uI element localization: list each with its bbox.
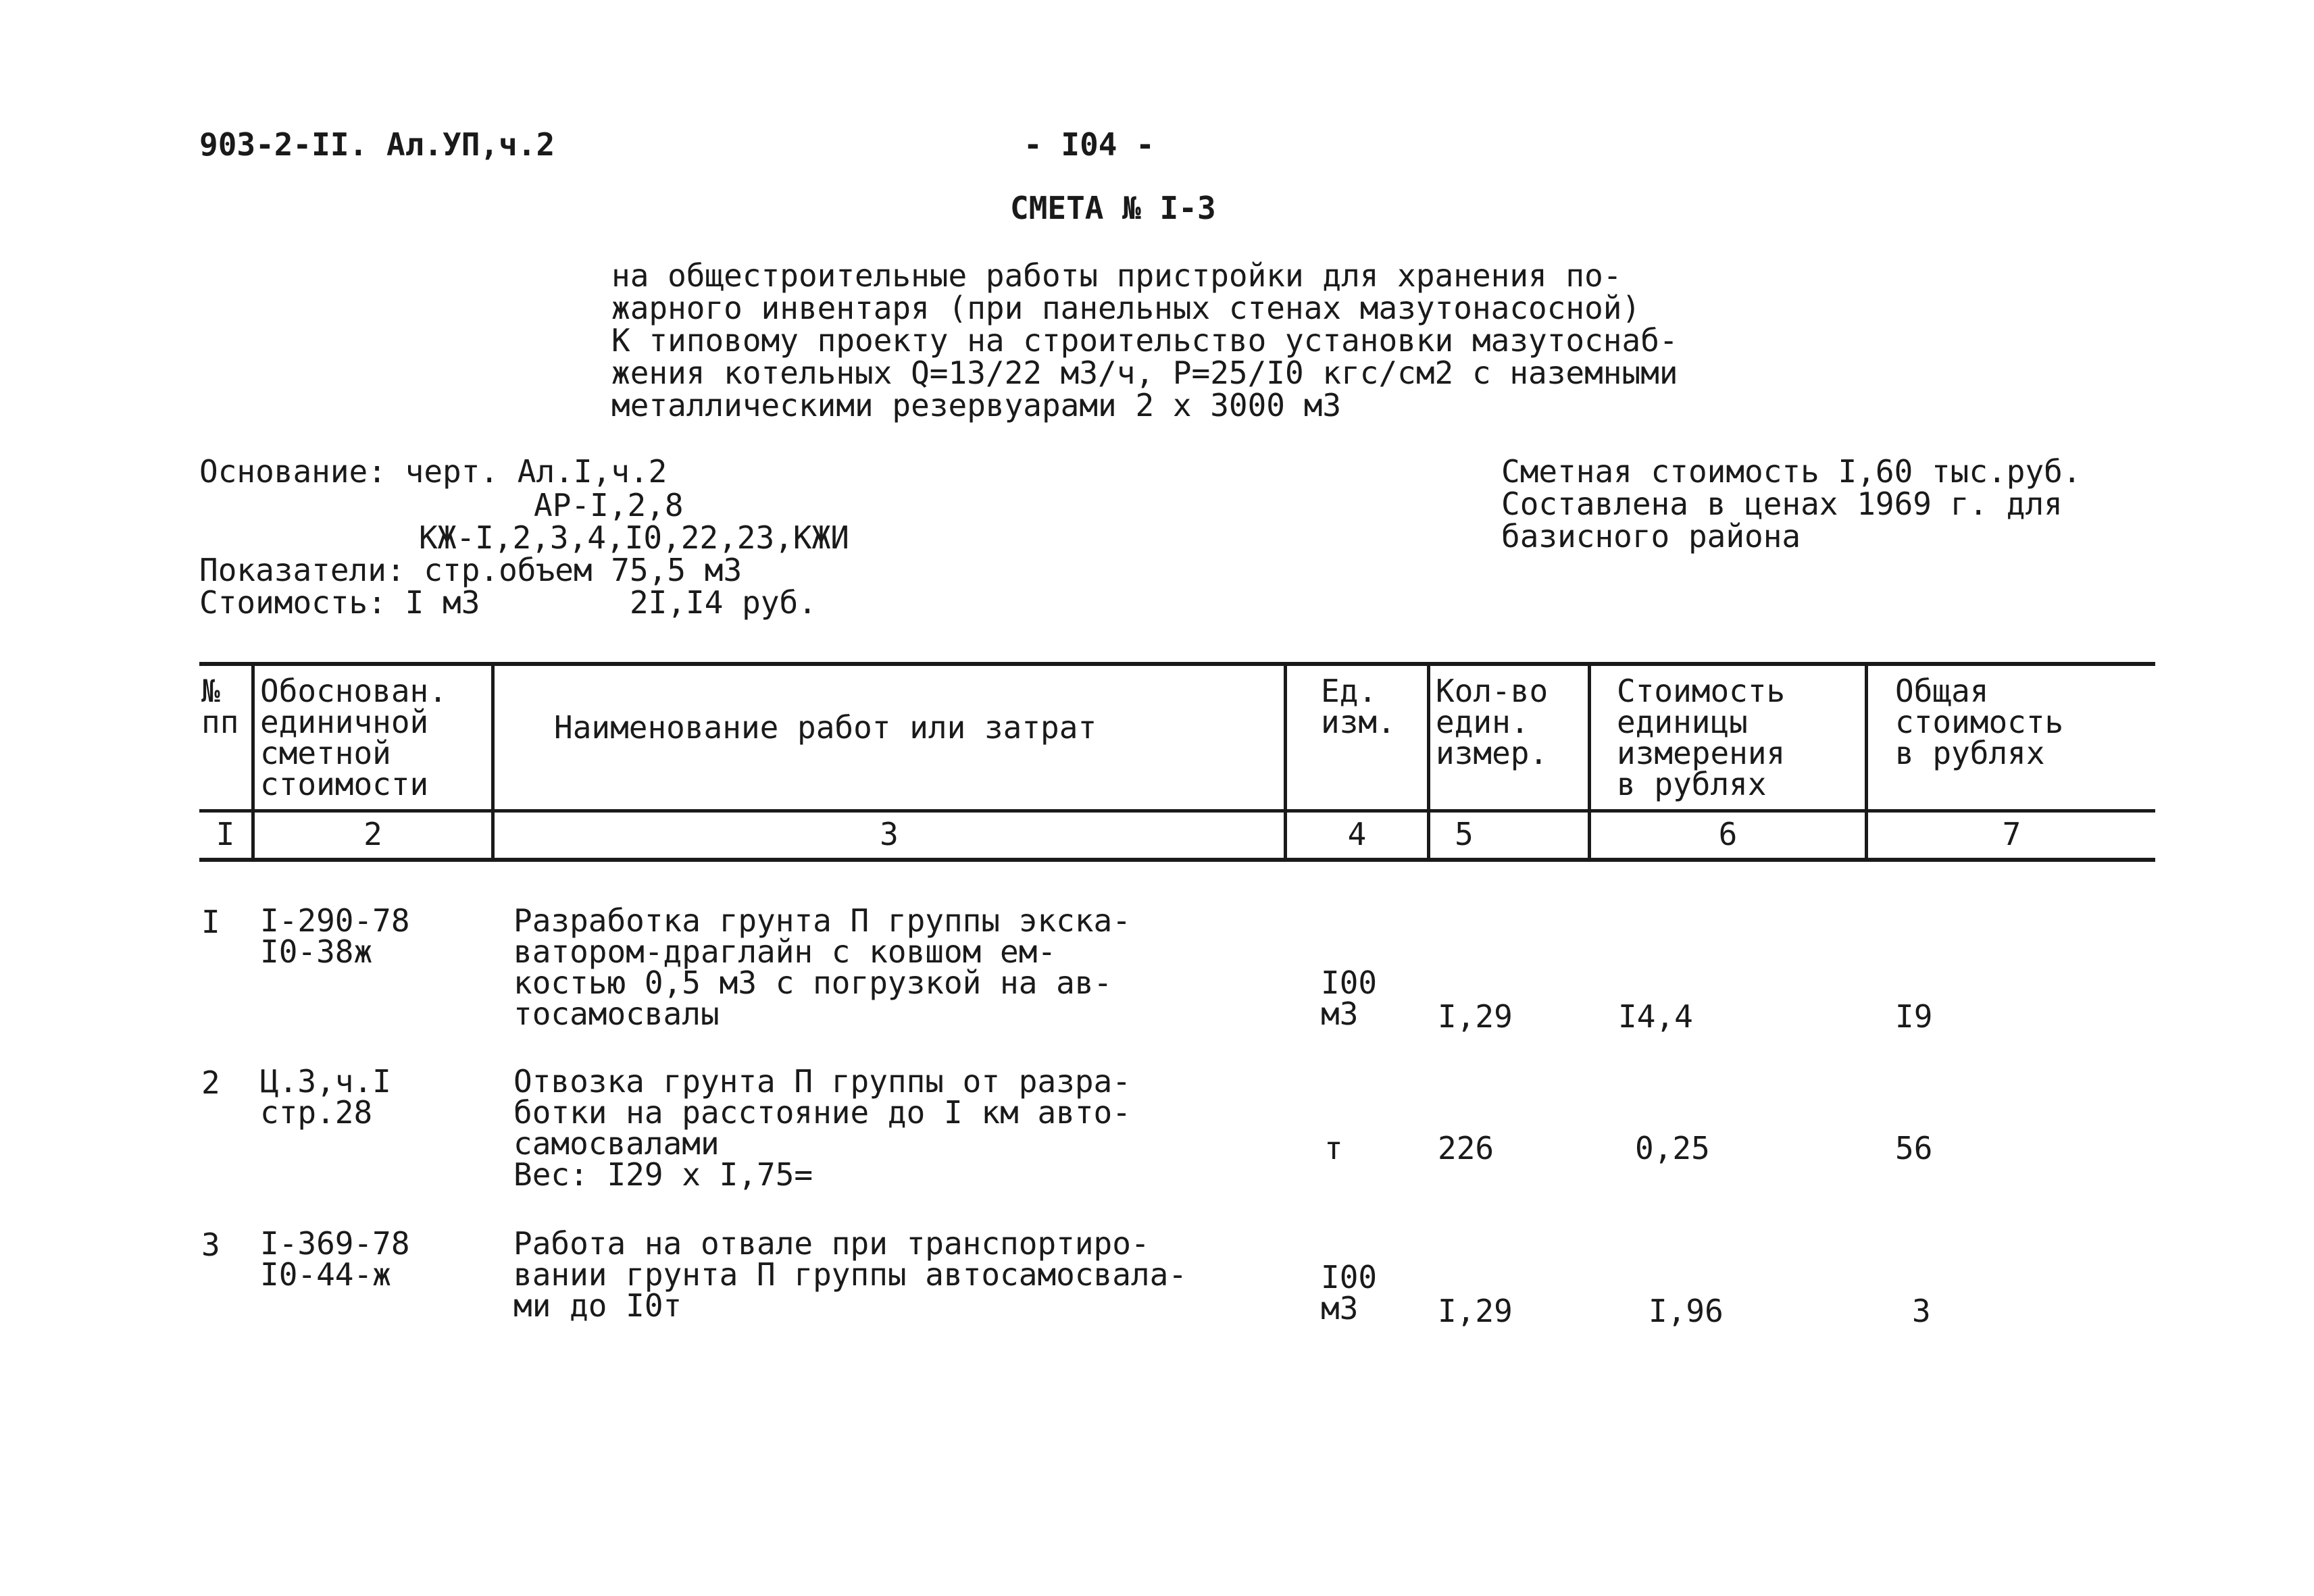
cost-summary-line: базисного района — [1501, 518, 1801, 555]
basis-line: АР-I,2,8 — [534, 487, 684, 523]
header-name: Наименование работ или затрат — [554, 709, 1097, 746]
page-number: - I04 - — [1024, 126, 1155, 163]
cost-summary-line: Сметная стоимость I,60 тыс.руб. — [1501, 453, 2082, 490]
row-number: 2 — [201, 1064, 220, 1101]
header-number: № пп — [201, 673, 239, 740]
column-number: 4 — [1347, 816, 1367, 852]
row-basis: Ц.3,ч.I стр.28 — [260, 1063, 391, 1131]
document-code: 903-2-II. Ал.УП,ч.2 — [199, 126, 555, 163]
row-unit-cost: I4,4 — [1618, 998, 1693, 1035]
subtitle-line: К типовому проекту на строительство установки мазутоснаб- — [611, 322, 1678, 359]
row-unit: I00 м3 — [1321, 964, 1378, 1032]
header-unit-cost: Стоимость единицы измерения в рублях — [1617, 673, 1786, 802]
row-unit: I00 м3 — [1321, 1259, 1378, 1327]
row-basis: I-290-78 I0-38ж — [260, 902, 410, 970]
subtitle-line: жарного инвентаря (при панельных стенах мазутонасосной) — [611, 290, 1641, 326]
subtitle-line: на общестроительные работы пристройки для хранения по- — [611, 257, 1622, 294]
indicators-line: Показатели: стр.объем 75,5 м3 — [199, 552, 743, 588]
row-total-cost: 56 — [1895, 1130, 1933, 1166]
row-work-name: Отвозка грунта П группы от разра- ботки на расстояние до I км авто- самосвалами Вес: I29 х I,75= — [513, 1063, 1131, 1193]
header-unit: Ед. изм. — [1321, 673, 1396, 740]
column-number: 5 — [1455, 816, 1474, 852]
row-number: 3 — [201, 1227, 220, 1263]
row-work-name: Работа на отвале при транспортиро- вании грунта П группы автосамосвала- ми до I0т — [513, 1225, 1187, 1324]
column-number: 3 — [880, 816, 899, 852]
row-total-cost: I9 — [1895, 998, 1933, 1035]
row-quantity: 226 — [1438, 1130, 1494, 1166]
row-work-name: Разработка грунта П группы экска- ватором-драглайн с ковшом ем- костью 0,5 м3 с погрузкой на ав- тосамосвалы — [513, 902, 1131, 1032]
subtitle-line: жения котельных Q=13/22 м3/ч, Р=25/I0 кгс/см2 с наземными — [611, 355, 1678, 391]
row-unit: т — [1324, 1130, 1343, 1166]
header-total-cost: Общая стоимость в рублях — [1895, 673, 2064, 771]
header-quantity: Кол-во един. измер. — [1436, 673, 1549, 771]
basis-line: Основание: черт. Ал.I,ч.2 — [199, 453, 668, 490]
subtitle-line: металлическими резервуарами 2 х 3000 м3 — [611, 387, 1342, 423]
row-total-cost: 3 — [1912, 1293, 1931, 1329]
column-number: I — [216, 816, 235, 852]
cost-summary-line: Составлена в ценах 1969 г. для — [1501, 486, 2063, 522]
row-quantity: I,29 — [1438, 998, 1513, 1035]
row-number: I — [201, 904, 220, 940]
header-basis: Обоснован. единичной сметной стоимости — [260, 673, 447, 802]
cost-per-unit-line: Стоимость: I м3 2I,I4 руб. — [199, 584, 817, 621]
row-unit-cost: 0,25 — [1635, 1130, 1710, 1166]
basis-line: КЖ-I,2,3,4,I0,22,23,КЖИ — [419, 519, 849, 556]
column-number: 7 — [2002, 816, 2021, 852]
column-number: 6 — [1718, 816, 1738, 852]
estimate-title: СМЕТА № I-3 — [1010, 190, 1216, 226]
row-unit-cost: I,96 — [1649, 1293, 1724, 1329]
row-quantity: I,29 — [1438, 1293, 1513, 1329]
row-basis: I-369-78 I0-44-ж — [260, 1225, 410, 1293]
column-number: 2 — [363, 816, 382, 852]
